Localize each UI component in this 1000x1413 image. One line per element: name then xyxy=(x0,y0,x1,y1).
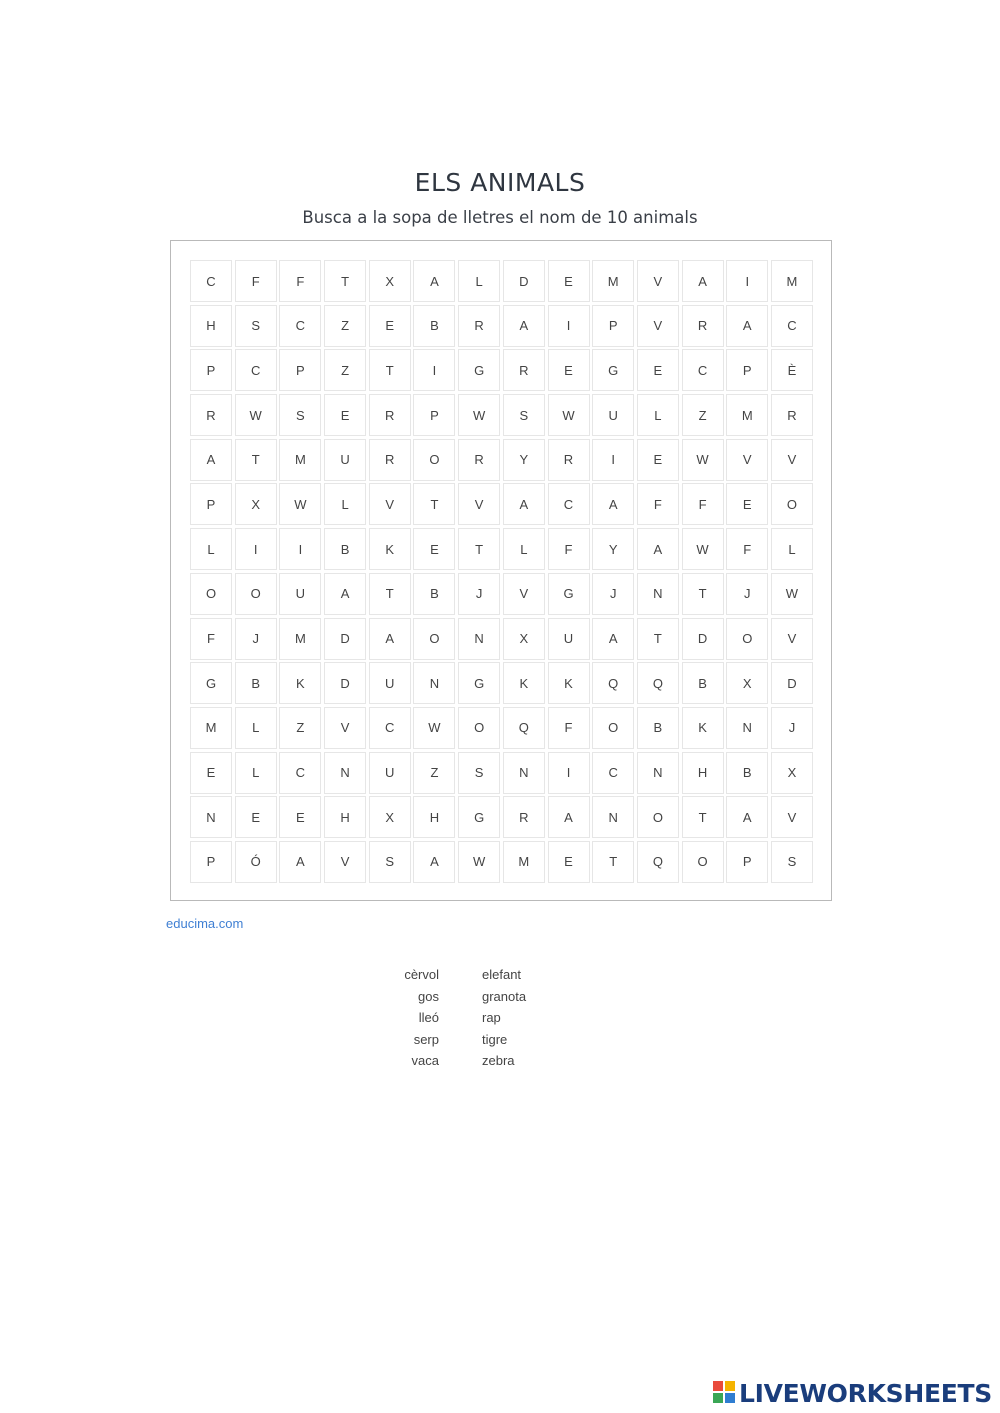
grid-cell[interactable]: S xyxy=(503,394,545,436)
grid-cell[interactable]: T xyxy=(369,573,411,615)
grid-cell[interactable]: M xyxy=(503,841,545,883)
grid-cell[interactable]: F xyxy=(190,618,232,660)
grid-cell[interactable]: U xyxy=(324,439,366,481)
grid-cell[interactable]: W xyxy=(458,394,500,436)
grid-cell[interactable]: R xyxy=(458,305,500,347)
grid-cell[interactable]: B xyxy=(235,662,277,704)
grid-cell[interactable]: A xyxy=(324,573,366,615)
word-search-grid[interactable] xyxy=(190,260,813,883)
grid-cell[interactable]: L xyxy=(235,752,277,794)
grid-cell[interactable]: P xyxy=(279,349,321,391)
word-item: tigre xyxy=(482,1031,508,1047)
grid-cell[interactable]: O xyxy=(771,483,813,525)
grid-cell[interactable]: S xyxy=(279,394,321,436)
grid-cell[interactable]: Z xyxy=(682,394,724,436)
grid-cell[interactable]: C xyxy=(369,707,411,749)
grid-cell[interactable]: V xyxy=(503,573,545,615)
grid-cell[interactable]: T xyxy=(324,260,366,302)
grid-cell[interactable]: L xyxy=(503,528,545,570)
grid-cell[interactable]: X xyxy=(503,618,545,660)
grid-cell[interactable]: N xyxy=(592,796,634,838)
grid-cell[interactable]: L xyxy=(458,260,500,302)
grid-cell[interactable]: C xyxy=(190,260,232,302)
grid-cell[interactable]: M xyxy=(190,707,232,749)
word-list-left xyxy=(404,964,439,1072)
grid-cell[interactable]: W xyxy=(548,394,590,436)
grid-cell[interactable]: R xyxy=(458,439,500,481)
grid-cell[interactable]: L xyxy=(771,528,813,570)
grid-cell[interactable]: G xyxy=(458,349,500,391)
grid-cell[interactable]: W xyxy=(413,707,455,749)
grid-cell[interactable]: U xyxy=(369,752,411,794)
grid-cell[interactable]: U xyxy=(592,394,634,436)
grid-cell[interactable]: V xyxy=(726,439,768,481)
grid-cell[interactable]: M xyxy=(771,260,813,302)
logo-square xyxy=(725,1381,735,1391)
grid-cell[interactable]: H xyxy=(682,752,724,794)
grid-cell[interactable]: A xyxy=(190,439,232,481)
grid-cell[interactable]: T xyxy=(637,618,679,660)
grid-cell[interactable]: I xyxy=(726,260,768,302)
grid-cell[interactable]: D xyxy=(324,618,366,660)
grid-cell[interactable]: C xyxy=(548,483,590,525)
grid-cell[interactable]: Z xyxy=(279,707,321,749)
grid-cell[interactable]: M xyxy=(592,260,634,302)
grid-cell[interactable]: K xyxy=(279,662,321,704)
grid-cell[interactable]: Q xyxy=(592,662,634,704)
grid-cell[interactable]: A xyxy=(592,483,634,525)
grid-cell[interactable]: A xyxy=(503,483,545,525)
grid-cell[interactable]: O xyxy=(235,573,277,615)
grid-cell[interactable]: Y xyxy=(592,528,634,570)
grid-cell[interactable]: E xyxy=(413,528,455,570)
grid-cell[interactable]: A xyxy=(413,841,455,883)
grid-cell[interactable]: L xyxy=(637,394,679,436)
grid-cell[interactable]: E xyxy=(324,394,366,436)
grid-cell[interactable]: Q xyxy=(503,707,545,749)
grid-cell[interactable]: X xyxy=(369,796,411,838)
grid-cell[interactable]: L xyxy=(235,707,277,749)
grid-cell[interactable]: P xyxy=(190,841,232,883)
grid-cell[interactable]: W xyxy=(682,439,724,481)
grid-cell[interactable]: N xyxy=(637,573,679,615)
grid-cell[interactable]: D xyxy=(771,662,813,704)
logo-square xyxy=(713,1393,723,1403)
grid-cell[interactable]: I xyxy=(548,752,590,794)
grid-cell[interactable]: V xyxy=(771,439,813,481)
grid-cell[interactable]: C xyxy=(235,349,277,391)
grid-cell[interactable]: F xyxy=(548,528,590,570)
word-item: serp xyxy=(413,1031,439,1047)
grid-cell[interactable]: C xyxy=(592,752,634,794)
grid-cell[interactable]: E xyxy=(235,796,277,838)
grid-cell[interactable]: N xyxy=(503,752,545,794)
grid-cell[interactable]: N xyxy=(324,752,366,794)
grid-cell[interactable]: J xyxy=(771,707,813,749)
grid-cell[interactable]: O xyxy=(592,707,634,749)
grid-cell[interactable]: R xyxy=(369,439,411,481)
grid-cell[interactable]: H xyxy=(413,796,455,838)
grid-cell[interactable]: A xyxy=(637,528,679,570)
grid-cell[interactable]: F xyxy=(682,483,724,525)
grid-cell[interactable]: F xyxy=(279,260,321,302)
grid-cell[interactable]: Z xyxy=(413,752,455,794)
grid-cell[interactable]: O xyxy=(413,439,455,481)
grid-cell[interactable]: X xyxy=(235,483,277,525)
grid-cell[interactable]: D xyxy=(682,618,724,660)
grid-cell[interactable]: J xyxy=(726,573,768,615)
grid-cell[interactable]: K xyxy=(548,662,590,704)
grid-cell[interactable]: S xyxy=(771,841,813,883)
grid-cell[interactable]: L xyxy=(190,528,232,570)
grid-cell[interactable]: V xyxy=(637,260,679,302)
grid-cell[interactable]: N xyxy=(637,752,679,794)
grid-cell[interactable]: H xyxy=(324,796,366,838)
grid-cell[interactable]: T xyxy=(592,841,634,883)
word-search-frame xyxy=(170,240,832,901)
grid-cell[interactable]: E xyxy=(548,349,590,391)
grid-cell[interactable]: F xyxy=(637,483,679,525)
grid-cell[interactable]: P xyxy=(592,305,634,347)
grid-cell[interactable]: R xyxy=(503,349,545,391)
word-item: rap xyxy=(482,1010,501,1025)
word-item: cèrvol xyxy=(404,967,439,982)
grid-cell[interactable]: I xyxy=(413,349,455,391)
grid-cell[interactable]: R xyxy=(682,305,724,347)
word-list xyxy=(380,964,580,1074)
grid-cell[interactable]: T xyxy=(682,573,724,615)
grid-cell[interactable]: R xyxy=(548,439,590,481)
grid-cell[interactable]: W xyxy=(458,841,500,883)
grid-cell[interactable]: I xyxy=(279,528,321,570)
grid-cell[interactable]: E xyxy=(548,841,590,883)
grid-cell[interactable]: V xyxy=(324,707,366,749)
grid-cell[interactable]: A xyxy=(682,260,724,302)
page-subtitle: Busca a la sopa de lletres el nom de 10 animals xyxy=(302,208,698,227)
grid-cell[interactable]: R xyxy=(369,394,411,436)
grid-cell[interactable]: P xyxy=(190,349,232,391)
grid-cell[interactable]: L xyxy=(324,483,366,525)
grid-cell[interactable]: K xyxy=(369,528,411,570)
grid-cell[interactable]: N xyxy=(413,662,455,704)
grid-cell[interactable]: E xyxy=(279,796,321,838)
grid-cell[interactable]: B xyxy=(682,662,724,704)
grid-cell[interactable]: M xyxy=(726,394,768,436)
grid-cell[interactable]: H xyxy=(190,305,232,347)
grid-cell[interactable]: A xyxy=(726,796,768,838)
grid-cell[interactable]: G xyxy=(548,573,590,615)
source-link[interactable]: educima.com xyxy=(166,916,244,931)
grid-cell[interactable]: E xyxy=(637,349,679,391)
grid-cell[interactable]: B xyxy=(413,305,455,347)
grid-cell[interactable]: Ó xyxy=(235,841,277,883)
grid-cell[interactable]: I xyxy=(548,305,590,347)
grid-cell[interactable]: A xyxy=(592,618,634,660)
grid-cell[interactable]: A xyxy=(369,618,411,660)
grid-cell[interactable]: P xyxy=(190,483,232,525)
grid-cell[interactable]: C xyxy=(682,349,724,391)
grid-cell[interactable]: V xyxy=(771,796,813,838)
grid-cell[interactable]: F xyxy=(235,260,277,302)
page-title: ELS ANIMALS xyxy=(414,168,586,197)
grid-cell[interactable]: O xyxy=(637,796,679,838)
word-item: zebra xyxy=(482,1053,515,1068)
grid-cell[interactable]: A xyxy=(279,841,321,883)
grid-cell[interactable]: P xyxy=(726,841,768,883)
grid-cell[interactable]: X xyxy=(726,662,768,704)
grid-cell[interactable]: T xyxy=(682,796,724,838)
grid-cell[interactable]: E xyxy=(190,752,232,794)
word-item: elefant xyxy=(482,967,522,982)
grid-cell[interactable]: G xyxy=(190,662,232,704)
word-item: lleó xyxy=(418,1010,439,1025)
grid-cell[interactable]: U xyxy=(279,573,321,615)
grid-cell[interactable]: N xyxy=(726,707,768,749)
logo-square xyxy=(713,1381,723,1391)
brand-footer[interactable] xyxy=(713,1378,992,1408)
grid-cell[interactable]: D xyxy=(503,260,545,302)
grid-cell[interactable]: V xyxy=(458,483,500,525)
grid-cell[interactable]: G xyxy=(592,349,634,391)
grid-cell[interactable]: G xyxy=(458,796,500,838)
grid-cell[interactable]: E xyxy=(369,305,411,347)
grid-cell[interactable]: G xyxy=(458,662,500,704)
grid-cell[interactable]: B xyxy=(413,573,455,615)
grid-cell[interactable]: O xyxy=(726,618,768,660)
grid-cell[interactable]: K xyxy=(682,707,724,749)
grid-cell[interactable]: U xyxy=(369,662,411,704)
grid-cell[interactable]: V xyxy=(324,841,366,883)
liveworksheets-logo-icon xyxy=(713,1381,737,1405)
grid-cell[interactable]: M xyxy=(279,618,321,660)
grid-cell[interactable]: S xyxy=(235,305,277,347)
word-item: gos xyxy=(418,988,439,1004)
grid-cell[interactable]: W xyxy=(771,573,813,615)
grid-cell[interactable]: X xyxy=(771,752,813,794)
grid-cell[interactable]: D xyxy=(324,662,366,704)
grid-cell[interactable]: C xyxy=(279,305,321,347)
grid-cell[interactable]: M xyxy=(279,439,321,481)
grid-cell[interactable]: Q xyxy=(637,662,679,704)
grid-cell[interactable]: N xyxy=(190,796,232,838)
grid-cell[interactable]: V xyxy=(771,618,813,660)
grid-cell[interactable]: O xyxy=(413,618,455,660)
grid-cell[interactable]: J xyxy=(592,573,634,615)
grid-cell[interactable]: O xyxy=(682,841,724,883)
grid-cell[interactable]: B xyxy=(726,752,768,794)
grid-cell[interactable]: T xyxy=(413,483,455,525)
grid-cell[interactable]: S xyxy=(458,752,500,794)
grid-cell[interactable]: E xyxy=(637,439,679,481)
grid-cell[interactable]: È xyxy=(771,349,813,391)
grid-cell[interactable]: A xyxy=(548,796,590,838)
grid-cell[interactable]: E xyxy=(548,260,590,302)
grid-cell[interactable]: A xyxy=(503,305,545,347)
grid-cell[interactable]: P xyxy=(413,394,455,436)
grid-cell[interactable]: A xyxy=(413,260,455,302)
grid-cell[interactable]: O xyxy=(190,573,232,615)
grid-cell[interactable]: T xyxy=(235,439,277,481)
grid-cell[interactable]: B xyxy=(324,528,366,570)
word-item: granota xyxy=(482,988,527,1004)
grid-cell[interactable]: W xyxy=(235,394,277,436)
grid-cell[interactable]: U xyxy=(548,618,590,660)
grid-cell[interactable]: V xyxy=(369,483,411,525)
grid-cell[interactable]: V xyxy=(637,305,679,347)
grid-cell[interactable]: T xyxy=(458,528,500,570)
grid-cell[interactable]: Q xyxy=(637,841,679,883)
grid-cell[interactable]: I xyxy=(592,439,634,481)
grid-cell[interactable]: I xyxy=(235,528,277,570)
grid-cell[interactable]: J xyxy=(458,573,500,615)
grid-cell[interactable]: B xyxy=(637,707,679,749)
grid-cell[interactable]: A xyxy=(726,305,768,347)
grid-cell[interactable]: S xyxy=(369,841,411,883)
brand-name: LIVEWORKSHEETS xyxy=(738,1378,992,1408)
word-item: vaca xyxy=(411,1053,439,1068)
grid-cell[interactable]: Z xyxy=(324,349,366,391)
grid-cell[interactable]: O xyxy=(458,707,500,749)
grid-cell[interactable]: C xyxy=(771,305,813,347)
grid-cell[interactable]: Y xyxy=(503,439,545,481)
word-list-right xyxy=(482,964,526,1072)
grid-cell[interactable]: R xyxy=(771,394,813,436)
grid-cell[interactable]: F xyxy=(548,707,590,749)
grid-cell[interactable]: K xyxy=(503,662,545,704)
grid-cell[interactable]: C xyxy=(279,752,321,794)
grid-cell[interactable]: W xyxy=(279,483,321,525)
grid-cell[interactable]: R xyxy=(503,796,545,838)
grid-cell[interactable]: W xyxy=(682,528,724,570)
grid-cell[interactable]: F xyxy=(726,528,768,570)
grid-cell[interactable]: J xyxy=(235,618,277,660)
grid-cell[interactable]: P xyxy=(726,349,768,391)
logo-square xyxy=(725,1393,735,1403)
grid-cell[interactable]: N xyxy=(458,618,500,660)
grid-cell[interactable]: E xyxy=(726,483,768,525)
grid-cell[interactable]: X xyxy=(369,260,411,302)
grid-cell[interactable]: T xyxy=(369,349,411,391)
grid-cell[interactable]: R xyxy=(190,394,232,436)
grid-cell[interactable]: Z xyxy=(324,305,366,347)
